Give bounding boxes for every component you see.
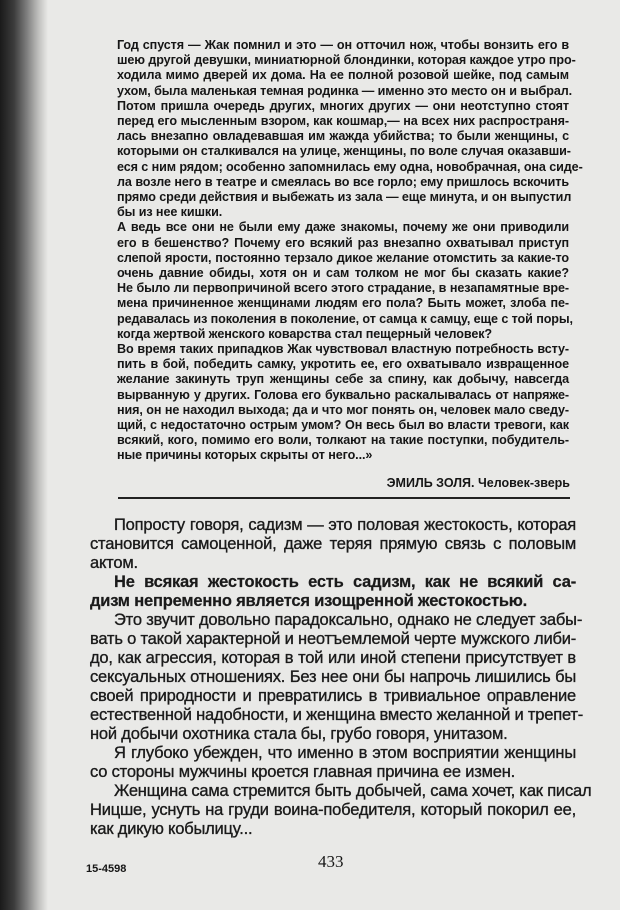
epigraph-line: прямо среди действия и выбежать из зала — еще минута, и он выпустил <box>117 190 572 205</box>
body-line: Это звучит довольно парадоксально, однако не следует забы- <box>114 611 583 629</box>
epigraph-line: Потом пришла очередь других, многих других — они неотступно стоят <box>117 98 569 113</box>
epigraph-line: Во время таких припадков Жак чувствовал властную потребность всту- <box>117 342 569 357</box>
epigraph-line: которыми он сталкивался на улице, женщины, по воле случая оказавши- <box>117 144 571 159</box>
body-line: становится самоценной, даже теряя прямую связь с половым <box>90 535 576 553</box>
epigraph-line: всякий, кого, помимо его воли, толкают на такие поступки, побудитель- <box>117 433 569 448</box>
epigraph-line: ухом, была маленькая темная родинка — именно это место он и выбрал. <box>117 83 573 98</box>
body-line: актом. <box>90 554 138 572</box>
body-line: своей природности и превратились в тривиальное оправление <box>90 687 576 705</box>
epigraph-line: Не было ли первопричиной всего этого страдание, в незапамятные вре- <box>117 281 569 296</box>
printer-signature: 15-4598 <box>86 863 127 875</box>
body-line: Попросту говоря, садизм — это половая жестокость, которая <box>114 516 576 534</box>
body-line: Я глубоко убежден, что именно в этом восприятии женщины <box>114 744 576 762</box>
epigraph-line: слепой ярости, постоянно терзало дикое желание отомстить за какие-то <box>117 250 569 265</box>
body-line: сексуальных отношениях. Без нее они бы напрочь лишились бы <box>90 668 576 686</box>
epigraph-attribution: ЭМИЛЬ ЗОЛЯ. Человек-зверь <box>386 476 570 490</box>
body-line: Ницше, уснуть на груди воина-победителя, который покорил ее, <box>90 801 576 819</box>
body-line: до, как агрессия, которая в той или иной степени присутствует в <box>90 649 576 667</box>
emphasis-line: Не всякая жестокость есть садизм, как не всякий са- <box>114 573 576 591</box>
epigraph-line: ные причины которых скрыты от него...» <box>117 448 373 463</box>
epigraph-line: когда жертвой женского коварства стал пещерный человек? <box>117 326 493 341</box>
epigraph-line: ния, он не находил выхода; да и что мог понять он, человек мало сведу- <box>117 402 569 417</box>
epigraph-line: пить в бой, победить самку, укротить ее, его охватывало извращенное <box>117 357 569 372</box>
epigraph-line: щий, с недостаточно острым умом? Он весь был во власти тревоги, как <box>117 418 569 433</box>
epigraph-quote <box>117 38 583 464</box>
page-number: 433 <box>318 852 344 871</box>
book-spine-shadow <box>0 0 48 910</box>
epigraph-line: очень давние обиды, хотя он и сам толком не мог бы сказать какие? <box>117 266 569 281</box>
epigraph-line: его в бешенство? Почему его всякий раз внезапно охватывал приступ <box>117 235 569 250</box>
epigraph-line: бы из нее кишки. <box>117 205 223 220</box>
epigraph-divider <box>118 497 570 499</box>
epigraph-line: А ведь все они не были ему даже знакомы, почему же они приводили <box>117 220 569 235</box>
epigraph-line: ла возле него в театре и смеялась во все горло; ему пришлось вскочить <box>117 174 569 189</box>
emphasis-line: дизм непременно является изощренной жестокостью. <box>90 592 528 610</box>
body-line: ной добычи охотника стала бы, грубо говоря, унитазом. <box>90 725 508 743</box>
body-line: естественной надобности, и женщина вместо желанной и трепет- <box>90 706 584 724</box>
epigraph-line: желание закинуть труп женщины себе за спину, как добычу, навсегда <box>117 372 569 387</box>
epigraph-line: лась внезапно овладевавшая им жажда убийства; то были женщины, с <box>117 129 569 144</box>
epigraph-line: мена причиненное женщинами людям его пола? Быть может, злоба пе- <box>117 296 569 311</box>
epigraph-line: ходила мимо дверей их дома. На ее полной розовой шейке, под самым <box>117 68 569 83</box>
body-line: со стороны мужчины кроется главная причина ее измен. <box>90 763 516 781</box>
epigraph-line: редавалась из поколения в поколение, от самца к самцу, еще с той поры, <box>117 311 573 326</box>
epigraph-line: еся с ним рядом; особенно запомнилась ему одна, новобрачная, она сиде- <box>117 159 583 174</box>
epigraph-line: вырванную у других. Голова его буквально раскалывалась от напряже- <box>117 387 569 402</box>
epigraph-line: шею другой девушки, миниатюрной блондинки, которая каждое утро про- <box>117 53 576 68</box>
epigraph-line: Год спустя — Жак помнил и это — он отточил нож, чтобы вонзить его в <box>117 38 569 52</box>
body-line: как дикую кобылицу... <box>90 820 253 838</box>
body-line: вать о такой характерной и неотъемлемой черте мужского либи- <box>90 630 577 648</box>
body-line: Женщина сама стремится быть добычей, сама хочет, как писал <box>114 782 592 800</box>
main-text <box>90 516 592 839</box>
epigraph-line: перед его мысленным взором, как кошмар,— на всех них распространя- <box>117 114 569 129</box>
